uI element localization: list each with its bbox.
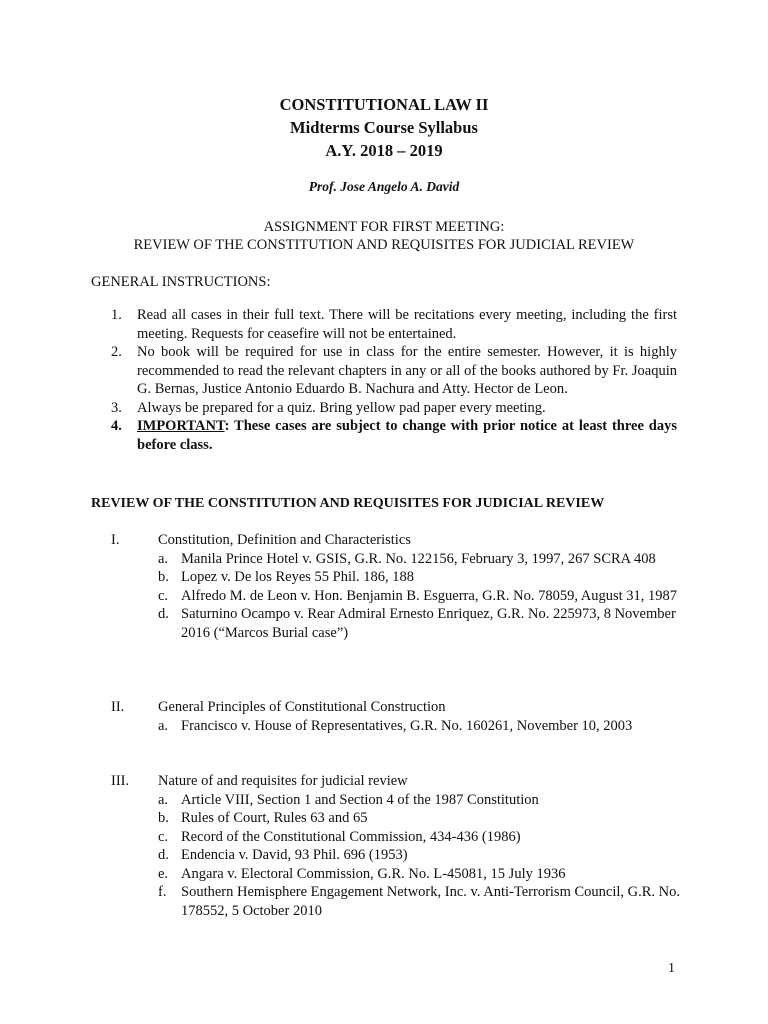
case-text: Francisco v. House of Representatives, G.R. No. 160261, November 10, 2003 <box>181 717 633 734</box>
case-letter: b. <box>158 569 169 585</box>
case-item <box>158 605 683 642</box>
case-list <box>158 791 683 921</box>
case-item <box>158 791 683 810</box>
academic-year: A.Y. 2018 – 2019 <box>325 141 443 160</box>
case-letter: a. <box>158 717 169 734</box>
assignment-heading: ASSIGNMENT FOR FIRST MEETING: <box>263 219 505 235</box>
case-item <box>158 717 683 736</box>
case-text: Southern Hemisphere Engagement Network, Inc. v. Anti-Terrorism Council, G.R. No. 178552, 5 October 2010 <box>181 884 680 919</box>
case-letter: c. <box>158 587 169 604</box>
case-text: Manila Prince Hotel v. GSIS, G.R. No. 122156, February 3, 1997, 267 SCRA 408 <box>181 550 656 567</box>
case-letter: d. <box>158 606 169 622</box>
instruction-number: 4. <box>111 418 122 434</box>
syllabus-title: Midterms Course Syllabus <box>290 118 478 137</box>
section-title: General Principles of Constitutional Construction <box>158 699 446 715</box>
course-title: CONSTITUTIONAL LAW II <box>279 95 489 114</box>
case-letter: c. <box>158 828 169 845</box>
section-numeral: I. <box>111 532 120 548</box>
case-text: Rules of Court, Rules 63 and 65 <box>181 810 368 826</box>
case-letter: e. <box>158 865 169 882</box>
instruction-text: : These cases are subject to change with prior notice at least three days before class. <box>137 418 677 453</box>
general-instructions-heading: GENERAL INSTRUCTIONS: <box>91 274 271 290</box>
review-heading: REVIEW OF THE CONSTITUTION AND REQUISITES FOR JUDICIAL REVIEW <box>91 496 605 511</box>
case-item <box>158 865 683 884</box>
assignment-subheading: REVIEW OF THE CONSTITUTION AND REQUISITES FOR JUDICIAL REVIEW <box>133 237 635 253</box>
case-letter: f. <box>158 884 167 900</box>
case-item <box>158 846 683 865</box>
case-item <box>158 828 683 847</box>
section-numeral: II. <box>111 699 125 715</box>
instruction-item <box>111 343 677 399</box>
instruction-item <box>111 399 677 418</box>
case-text: Angara v. Electoral Commission, G.R. No. L-45081, 15 July 1936 <box>181 865 566 882</box>
instruction-number: 2. <box>111 344 122 360</box>
case-letter: d. <box>158 847 169 863</box>
case-letter: a. <box>158 550 169 567</box>
instruction-number: 3. <box>111 399 122 416</box>
instructions-list <box>111 306 677 454</box>
case-text: Lopez v. De los Reyes 55 Phil. 186, 188 <box>181 569 415 585</box>
case-item <box>158 568 683 587</box>
case-item <box>158 883 683 920</box>
case-letter: a. <box>158 791 169 808</box>
important-label: IMPORTANT <box>137 418 225 434</box>
section-numeral: III. <box>111 773 130 789</box>
case-letter: b. <box>158 810 169 826</box>
case-list <box>158 717 683 736</box>
case-text: Alfredo M. de Leon v. Hon. Benjamin B. Esguerra, G.R. No. 78059, August 31, 1987 <box>181 587 678 604</box>
case-text: Record of the Constitutional Commission, 434-436 (1986) <box>181 828 521 845</box>
professor-name: Prof. Jose Angelo A. David <box>308 179 460 194</box>
instruction-item-important <box>111 417 677 454</box>
case-item <box>158 809 683 828</box>
section-title: Nature of and requisites for judicial review <box>158 773 408 789</box>
instruction-text: No book will be required for use in class for the entire semester. However, it is highly recommended to read the relevant chapters in any or all of the books authored by Fr. Joaquin G. Bernas, Justice Antonio Eduardo B. Nachura and Atty. Hector de Leon. <box>137 344 677 397</box>
case-item <box>158 587 683 606</box>
case-item <box>158 550 683 569</box>
instruction-number: 1. <box>111 307 122 323</box>
case-text: Article VIII, Section 1 and Section 4 of the 1987 Constitution <box>181 791 539 808</box>
instruction-text: Read all cases in their full text. There will be recitations every meeting, including the first meeting. Requests for ceasefire will not be entertained. <box>137 307 677 342</box>
section-title: Constitution, Definition and Characteristics <box>158 532 411 548</box>
case-list <box>158 550 683 643</box>
instruction-item <box>111 306 677 343</box>
instruction-text: Always be prepared for a quiz. Bring yellow pad paper every meeting. <box>137 399 546 416</box>
case-text: Saturnino Ocampo v. Rear Admiral Ernesto Enriquez, G.R. No. 225973, 8 November 2016 (“Marcos Burial case”) <box>181 606 676 641</box>
page-number: 1 <box>668 961 675 976</box>
case-text: Endencia v. David, 93 Phil. 696 (1953) <box>181 847 408 863</box>
